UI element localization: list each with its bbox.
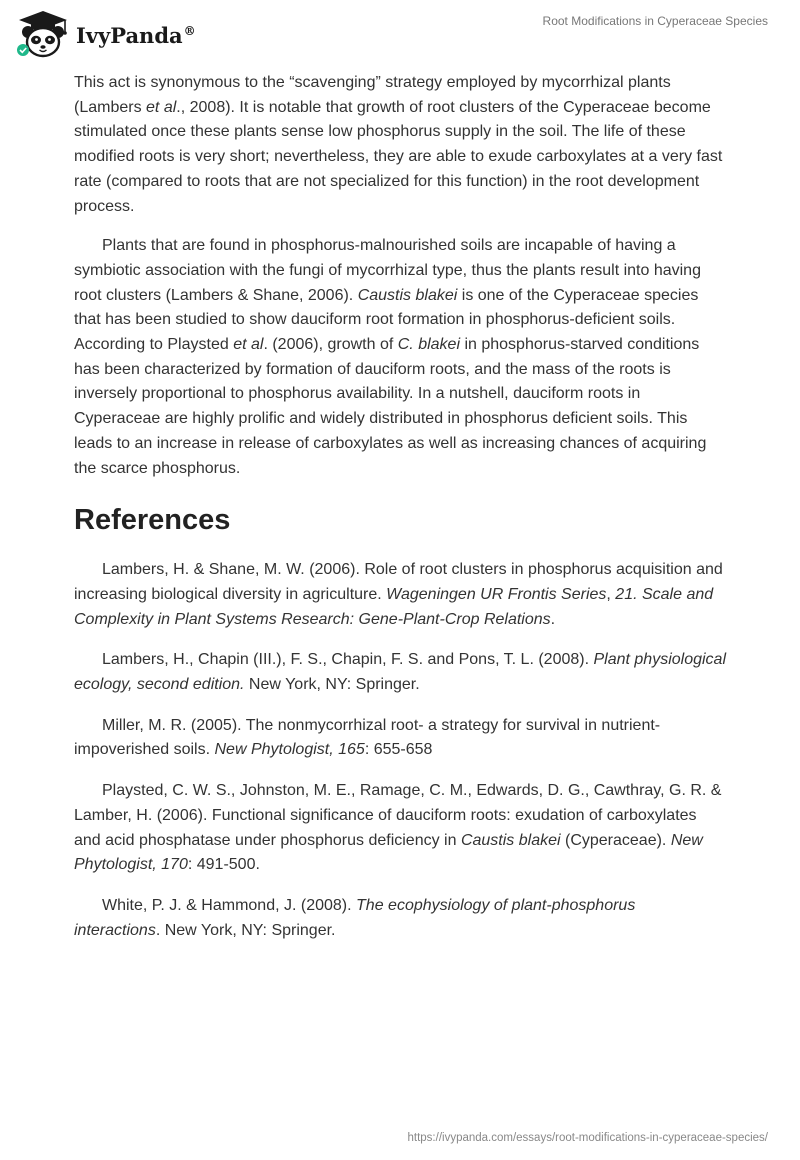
body-paragraph: Plants that are found in phosphorus-malnourished soils are incapable of having a symbiotic association with the fungi of mycorrhizal type, thus the plants result into having root clusters (Lambers & Shane, 2006). Caustis blakei is one of the Cyperaceae species that has been studied to show dauciform root formation in phosphorus-deficient soils. According to Playsted et al. (2006), growth of C. blakei in phosphorus-starved conditions has been characterized by formation of dauciform roots, and the mass of the roots is inversely proportional to phosphorus availability. In a nutshell, dauciform roots in Cyperaceae are highly prolific and widely distributed in phosphorus deficient soils. This leads to an increase in release of carboxylates as well as increasing chances of acquiring the scarce phosphorus.	[74, 237, 707, 477]
italic-text: 21. Scale and Complexity in Plant Systems Research: Gene-Plant-Crop Relations	[74, 585, 714, 628]
italic-text: New Phytologist, 170	[74, 831, 703, 874]
reference-entry: Lambers, H. & Shane, M. W. (2006). Role of root clusters in phosphorus acquisition and increasing biological diversity in agriculture. Wageningen UR Frontis Series, 21. Scale and Complexity in Plant Systems Research: Gene-Plant-Crop Relations.	[74, 561, 723, 628]
body-paragraph: This act is synonymous to the “scavenging” strategy employed by mycorrhizal plants (Lambers et al., 2008). It is notable that growth of root clusters of the Cyperaceae become stimulated once these plants sense low phosphorus supply in the soil. The life of these modified roots is very short; nevertheless, they are able to exude carboxylates at a very fast rate (compared to roots that are not specialized for this function) in the root development process.	[74, 74, 723, 215]
reference-entry: Miller, M. R. (2005). The nonmycorrhizal root- a strategy for survival in nutrient-impoverished soils. New Phytologist, 165: 655-658	[74, 716, 661, 759]
panda-graduate-icon	[14, 8, 72, 60]
references-list	[74, 558, 726, 943]
logo-wordmark: IvyPanda®	[76, 22, 196, 48]
reference-entry: Lambers, H., Chapin (III.), F. S., Chapin, F. S. and Pons, T. L. (2008). Plant physiological ecology, second edition. New York, NY: Springer.	[74, 651, 727, 694]
source-url-link[interactable]: https://ivypanda.com/essays/root-modifications-in-cyperaceae-species/	[407, 1132, 768, 1144]
references-heading: References	[74, 504, 231, 537]
reference-entry: Playsted, C. W. S., Johnston, M. E., Ramage, C. M., Edwards, D. G., Cawthray, G. R. & Lamber, H. (2006). Functional significance of dauciform roots: exudation of carboxylates and acid phosphatase under phosphorus deficiency in Caustis blakei (Cyperaceae). New Phytologist, 170: 491-500.	[74, 782, 722, 874]
italic-text: Caustis blakei	[460, 831, 561, 849]
italic-text: et al	[233, 336, 264, 354]
page-title: Root Modifications in Cyperaceae Species	[542, 14, 768, 28]
italic-text: Plant physiological ecology, second edition.	[74, 651, 727, 694]
ivypanda-logo[interactable]	[14, 8, 196, 60]
italic-text: Caustis blakei	[357, 286, 458, 304]
essay-content	[74, 71, 726, 959]
italic-text: New Phytologist, 165	[214, 741, 365, 759]
italic-text: Wageningen UR Frontis Series	[386, 585, 607, 603]
italic-text: C. blakei	[397, 336, 460, 354]
italic-text: The ecophysiology of plant-phosphorus interactions	[74, 896, 636, 939]
reference-entry: White, P. J. & Hammond, J. (2008). The ecophysiology of plant-phosphorus interactions. New York, NY: Springer.	[74, 896, 636, 939]
italic-text: et al	[146, 98, 177, 116]
